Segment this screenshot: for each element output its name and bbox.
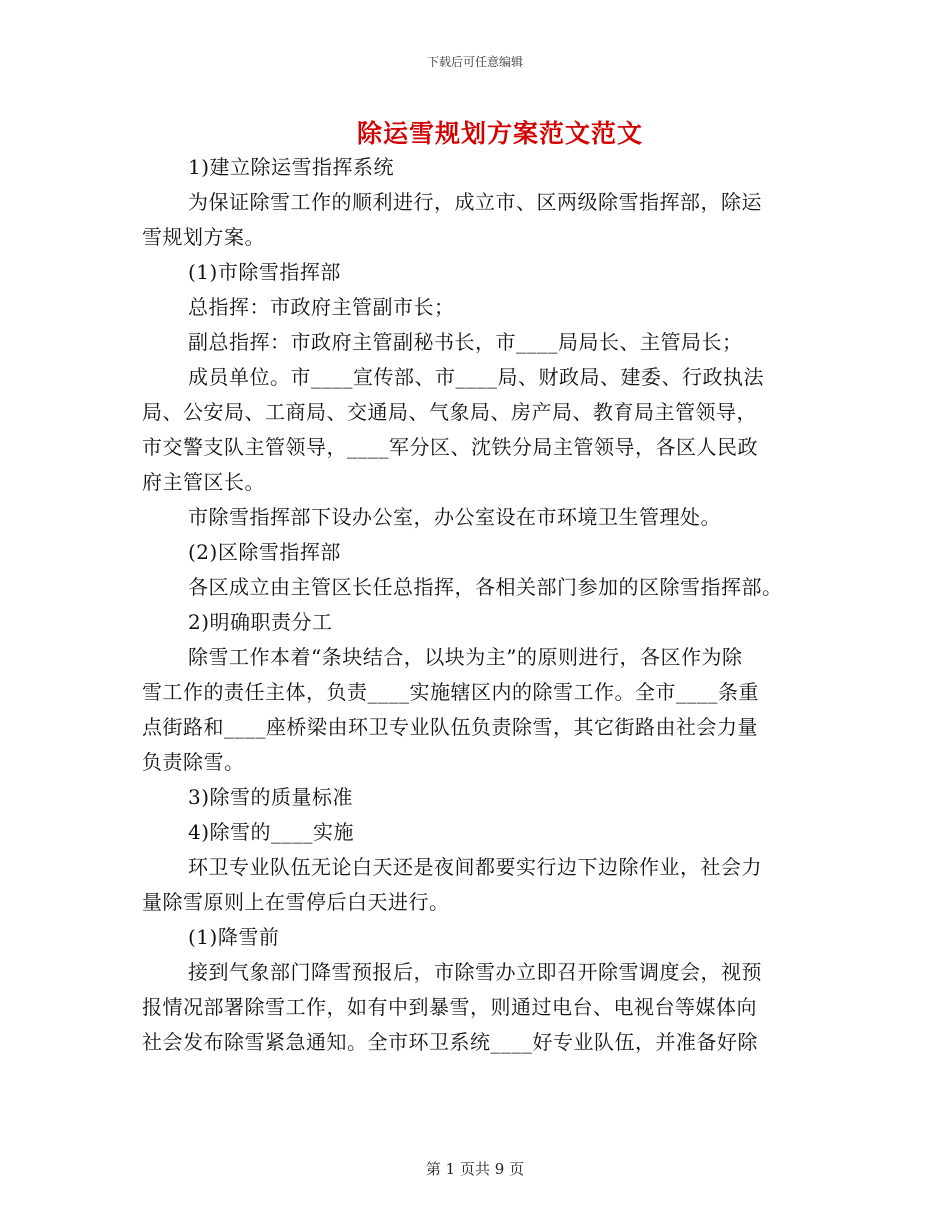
body-line: 雪规划方案。 bbox=[142, 225, 265, 249]
body-line: 负责除雪。 bbox=[142, 750, 245, 774]
body-line: 总指挥：市政府主管副市长； bbox=[188, 295, 455, 319]
body-line: 环卫专业队伍无论白天还是夜间都要实行边下边除作业，社会力 bbox=[188, 855, 762, 879]
document-title: 除运雪规划方案范文范文 bbox=[356, 119, 643, 148]
body-line: 府主管区长。 bbox=[142, 470, 265, 494]
page-footer-number: 第 1 页共 9 页 bbox=[425, 1160, 525, 1178]
body-line: 为保证除雪工作的顺利进行，成立市、区两级除雪指挥部，除运 bbox=[188, 190, 762, 214]
body-line: 雪工作的责任主体，负责____实施辖区内的除雪工作。全市____条重 bbox=[142, 680, 759, 704]
body-line: 报情况部署除雪工作，如有中到暴雪，则通过电台、电视台等媒体向 bbox=[142, 995, 757, 1019]
body-line: (1)降雪前 bbox=[188, 925, 280, 949]
body-line: 3)除雪的质量标准 bbox=[188, 785, 354, 809]
body-line: 社会发布除雪紧急通知。全市环卫系统____好专业队伍，并准备好除 bbox=[142, 1030, 758, 1054]
body-line: (1)市除雪指挥部 bbox=[188, 260, 341, 284]
body-line: 2)明确职责分工 bbox=[188, 610, 333, 634]
body-line: 点街路和____座桥梁由环卫专业队伍负责除雪，其它街路由社会力量 bbox=[142, 715, 758, 739]
body-line: 局、公安局、工商局、交通局、气象局、房产局、教育局主管领导， bbox=[142, 400, 757, 424]
body-line: 市交警支队主管领导，____军分区、沈铁分局主管领导，各区人民政 bbox=[142, 435, 758, 459]
body-line: 成员单位。市____宣传部、市____局、财政局、建委、行政执法 bbox=[188, 365, 764, 389]
body-line: 接到气象部门降雪预报后，市除雪办立即召开除雪调度会，视预 bbox=[188, 960, 762, 984]
body-line: 除雪工作本着“条块结合，以块为主”的原则进行，各区作为除 bbox=[188, 645, 743, 669]
body-line: (2)区除雪指挥部 bbox=[188, 540, 341, 564]
page-header-note: 下载后可任意编辑 bbox=[426, 55, 523, 69]
body-line: 各区成立由主管区长任总指挥，各相关部门参加的区除雪指挥部。 bbox=[188, 575, 783, 599]
body-line: 1)建立除运雪指挥系统 bbox=[188, 155, 395, 179]
body-line: 市除雪指挥部下设办公室，办公室设在市环境卫生管理处。 bbox=[188, 505, 721, 529]
body-line: 4)除雪的____实施 bbox=[188, 820, 355, 844]
body-line: 量除雪原则上在雪停后白天进行。 bbox=[142, 890, 450, 914]
document-body bbox=[142, 150, 812, 1060]
body-line: 副总指挥：市政府主管副秘书长，市____局局长、主管局长； bbox=[188, 330, 743, 354]
